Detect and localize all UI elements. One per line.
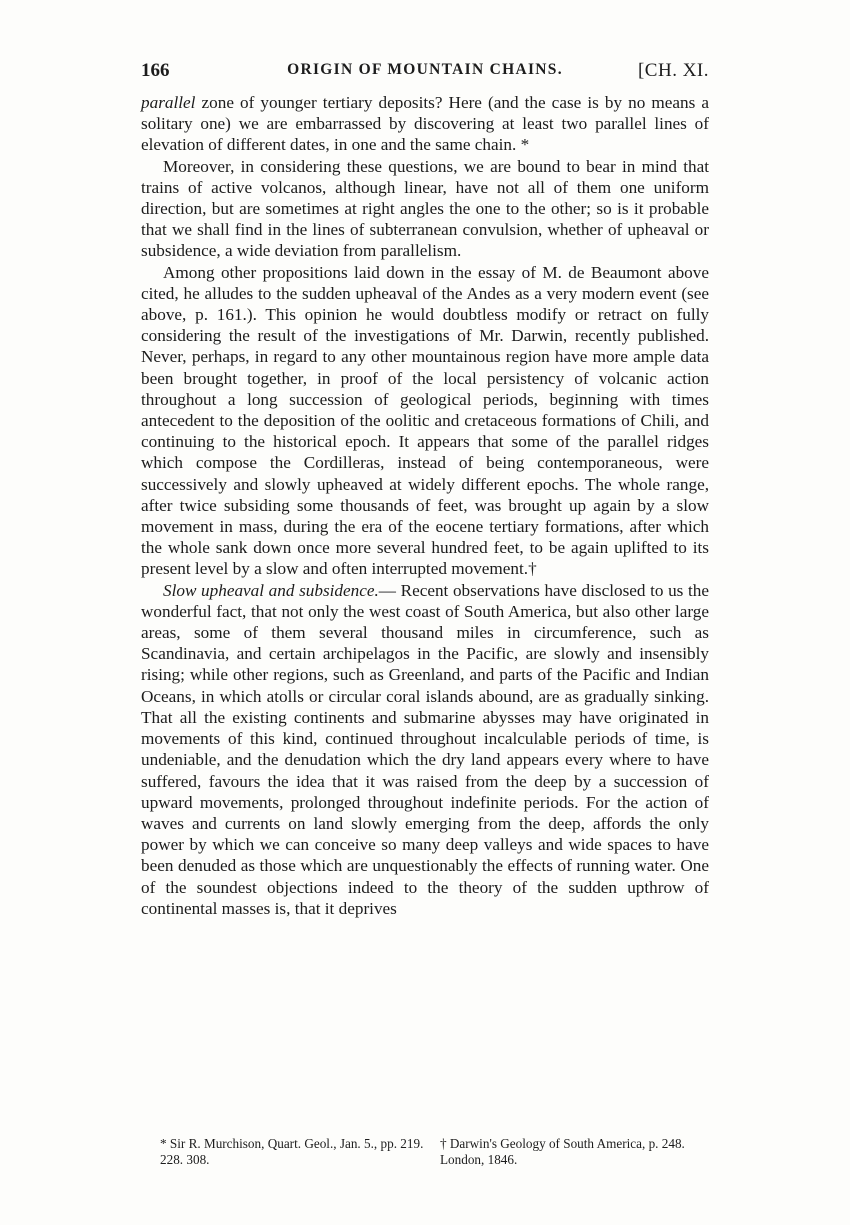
running-head: ORIGIN OF MOUNTAIN CHAINS. [287, 61, 563, 78]
paragraph-text: Moreover, in considering these questions, we are bound to bear in mind that trains of active volcanos, although linear, have not all of them one uniform direction, but are sometimes at right angles the one to the other; so is it probable that we shall find in the lines of subterranean convulsion, whether of upheaval or subsidence, a wide deviation from parallelism. [141, 156, 709, 261]
footnote-darwin: † Darwin's Geology of South America, p. 248. London, 1846. [440, 1136, 685, 1167]
paragraph [141, 92, 709, 156]
italic-lead: Slow upheaval and subsidence. [163, 580, 379, 600]
body-text [141, 92, 709, 919]
paragraph-text: zone of younger tertiary deposits? Here (and the case is by no means a solitary one) we are embarrassed by discovering at least two parallel lines of elevation of different dates, in one and the same chain. * [141, 93, 709, 155]
chapter-marker: [CH. XI. [637, 60, 709, 81]
paragraph-text: — Recent observations have disclosed to us the wonderful fact, that not only the west coast of South America, but also other large areas, some of them several thousand miles in circumference, such as Scandinavia, and certain archipelagos in the Pacific, are slowly and insensibly rising; while other regions, such as Greenland, and parts of the Pacific and Indian Oceans, in which atolls or circular coral islands abound, are as gradually sinking. That all the existing continents and submarine abysses may have originated in movements of this kind, continued throughout incalculable periods of time, is undeniable, and the denudation which the dry land appears every where to have suffered, favours the idea that it was raised from the deep by a succession of upward movements, prolonged throughout indefinite periods. For the action of waves and currents on land slowly emerging from the deep, affords the only power by which we can conceive so many deep valleys and wide spaces to have been denuded as those which are unquestionably the effects of running water. One of the soundest objections indeed to the theory of the sudden upthrow of continental masses is, that it deprives [141, 580, 709, 918]
footnotes [160, 1136, 712, 1168]
paragraph [141, 156, 709, 262]
paragraph-text: Among other propositions laid down in the essay of M. de Beaumont above cited, he alludes to the sudden upheaval of the Andes as a very modern event (see above, p. 161.). This opinion he would doubtless modify or retract on fully considering the result of the investigations of Mr. Darwin, recently published. Never, perhaps, in regard to any other mountainous region have more ample data been brought together, in proof of the local persistency of volcanic action throughout a long succession of geological periods, beginning with times antecedent to the deposition of the oolitic and cretaceous formations of Chili, and continuing to the historical epoch. It appears that some of the parallel ridges which compose the Cordilleras, instead of being contemporaneous, were successively and slowly upheaved at widely different epochs. The whole range, after twice subsiding some thousands of feet, was brought up again by a slow movement in mass, during the era of the eocene tertiary formations, after which the whole sank down once more several hundred feet, to be again uplifted to its present level by a slow and often interrupted movement.† [141, 262, 709, 579]
italic-lead: parallel [141, 93, 196, 112]
paragraph [141, 262, 709, 580]
footnote-murchison: * Sir R. Murchison, Quart. Geol., Jan. 5., pp. 219. 228. 308. [160, 1136, 424, 1167]
page-number: 166 [141, 60, 170, 81]
page-header [141, 60, 709, 84]
paragraph [141, 580, 709, 919]
